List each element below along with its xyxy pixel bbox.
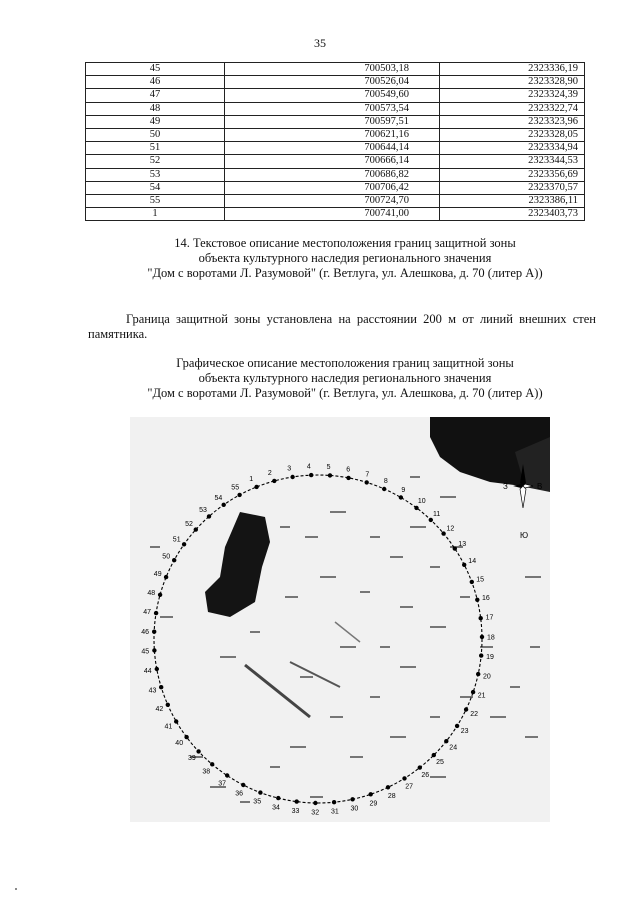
boundary-point-label: 11 [433, 510, 441, 518]
y-coordinate-cell: 2323356,69 [440, 168, 585, 181]
x-coordinate-cell: 700503,18 [225, 63, 440, 76]
table-row [86, 115, 585, 128]
graphic-line1: Графическое описание местоположения границ защитной зоны [176, 356, 514, 370]
boundary-point-label: 19 [486, 654, 494, 661]
boundary-point-label: 30 [350, 805, 359, 813]
boundary-point [159, 685, 163, 689]
boundary-point-label: 7 [365, 471, 370, 479]
boundary-point [432, 753, 436, 757]
boundary-point-label: 23 [460, 728, 469, 736]
boundary-point-label: 37 [218, 780, 226, 788]
point-number-cell: 51 [86, 142, 225, 155]
boundary-point-label: 41 [164, 723, 173, 731]
boundary-point-label: 38 [202, 768, 211, 776]
point-number-cell: 1 [86, 208, 225, 221]
table-row [86, 142, 585, 155]
boundary-point-label: 44 [143, 668, 152, 676]
boundary-point-label: 15 [476, 576, 484, 584]
x-coordinate-cell: 700573,54 [225, 102, 440, 115]
boundary-point-label: 18 [487, 634, 495, 642]
point-number-cell: 50 [86, 128, 225, 141]
x-coordinate-cell: 700644,14 [225, 142, 440, 155]
boundary-point [154, 611, 158, 615]
table-row [86, 194, 585, 207]
boundary-point-label: 3 [287, 465, 292, 473]
y-coordinate-cell: 2323324,39 [440, 89, 585, 102]
boundary-point [471, 690, 475, 694]
boundary-point-label: 1 [249, 476, 254, 484]
y-coordinate-cell: 2323328,90 [440, 76, 585, 89]
boundary-point [399, 495, 403, 499]
boundary-point [455, 724, 459, 728]
boundary-point-label: 10 [417, 498, 426, 506]
boundary-point-label: 32 [311, 809, 320, 817]
boundary-point-label: 26 [421, 772, 430, 780]
page-number: 35 [314, 36, 326, 50]
boundary-point [464, 707, 468, 711]
boundary-point-label: 2 [267, 469, 272, 477]
boundary-point-label: 28 [387, 792, 396, 800]
x-coordinate-cell: 700526,04 [225, 76, 440, 89]
boundary-point [158, 593, 162, 597]
boundary-point-label: 52 [185, 521, 193, 529]
point-number-cell: 48 [86, 102, 225, 115]
boundary-point-label: 4 [306, 463, 311, 471]
boundary-point [152, 648, 156, 652]
boundary-point [241, 783, 245, 787]
compass-east: В [537, 482, 543, 491]
boundary-point [365, 480, 369, 484]
y-coordinate-cell: 2323323,96 [440, 115, 585, 128]
point-number-cell: 49 [86, 115, 225, 128]
boundary-point-label: 47 [143, 609, 151, 617]
boundary-point [369, 792, 373, 796]
table-row [86, 208, 585, 221]
x-coordinate-cell: 700706,42 [225, 181, 440, 194]
boundary-point-label: 39 [188, 755, 196, 763]
boundary-point-label: 27 [405, 783, 413, 791]
table-row [86, 168, 585, 181]
boundary-point [429, 518, 433, 522]
coordinates-table [85, 62, 585, 221]
boundary-point-label: 40 [175, 740, 184, 747]
boundary-paragraph [88, 312, 596, 342]
boundary-point [210, 762, 214, 766]
boundary-point-label: 46 [141, 628, 149, 636]
boundary-point-label: 25 [436, 759, 444, 766]
boundary-point [182, 542, 186, 546]
boundary-point [155, 667, 159, 671]
boundary-point [152, 630, 156, 634]
protection-zone-map [130, 417, 550, 822]
boundary-point [476, 672, 480, 676]
boundary-point-label: 42 [155, 705, 164, 713]
boundary-point-label: 8 [383, 478, 388, 486]
boundary-point-label: 43 [148, 687, 157, 695]
boundary-point-label: 35 [253, 798, 262, 806]
boundary-point-label: 17 [485, 614, 494, 622]
boundary-point [174, 719, 178, 723]
y-coordinate-cell: 2323386,11 [440, 194, 585, 207]
boundary-point [414, 506, 418, 510]
x-coordinate-cell: 700597,51 [225, 115, 440, 128]
boundary-point [328, 473, 332, 477]
boundary-point-label: 29 [369, 800, 378, 808]
y-coordinate-cell: 2323328,05 [440, 128, 585, 141]
boundary-point [346, 476, 350, 480]
boundary-point [194, 527, 198, 531]
boundary-point [313, 801, 317, 805]
boundary-point [172, 558, 176, 562]
boundary-point-label: 24 [449, 744, 458, 752]
boundary-point [222, 503, 226, 507]
boundary-point-label: 54 [214, 494, 223, 502]
point-number-cell: 45 [86, 63, 225, 76]
x-coordinate-cell: 700666,14 [225, 155, 440, 168]
boundary-point [479, 616, 483, 620]
boundary-point-label: 45 [141, 648, 150, 656]
boundary-point [237, 493, 241, 497]
table-row [86, 102, 585, 115]
point-number-cell: 54 [86, 181, 225, 194]
point-number-cell: 47 [86, 89, 225, 102]
boundary-point-label: 53 [199, 507, 207, 515]
boundary-point [225, 773, 229, 777]
x-coordinate-cell: 700741,00 [225, 208, 440, 221]
boundary-point-label: 48 [147, 589, 156, 597]
boundary-point-label: 14 [468, 558, 477, 566]
boundary-point-label: 34 [272, 804, 280, 812]
boundary-point-label: 31 [331, 808, 339, 816]
y-coordinate-cell: 2323403,73 [440, 208, 585, 221]
boundary-point [272, 479, 276, 483]
boundary-point [444, 739, 448, 743]
boundary-point [402, 776, 406, 780]
y-coordinate-cell: 2323370,57 [440, 181, 585, 194]
point-number-cell: 52 [86, 155, 225, 168]
boundary-point [332, 800, 336, 804]
x-coordinate-cell: 700686,82 [225, 168, 440, 181]
boundary-point [480, 635, 484, 639]
boundary-point-label: 33 [291, 808, 300, 815]
graphic-line3: "Дом с воротами Л. Разумовой" (г. Ветлуга, ул. Алешкова, д. 70 (литер А)) [147, 386, 543, 400]
boundary-point-label: 50 [162, 553, 171, 561]
boundary-point-label: 20 [483, 673, 491, 681]
boundary-point [441, 531, 445, 535]
boundary-point [479, 653, 483, 657]
boundary-point [276, 796, 280, 800]
y-coordinate-cell: 2323322,74 [440, 102, 585, 115]
map-canvas [130, 417, 550, 822]
compass-west: З [503, 482, 508, 491]
boundary-point-label: 6 [346, 466, 351, 474]
boundary-point-label: 55 [231, 484, 240, 492]
boundary-point [462, 563, 466, 567]
boundary-point [350, 797, 354, 801]
boundary-point [470, 580, 474, 584]
y-coordinate-cell: 2323344,53 [440, 155, 585, 168]
section-14-line2: объекта культурного наследия регионального значения [198, 251, 492, 265]
y-coordinate-cell: 2323334,94 [440, 142, 585, 155]
boundary-point [207, 514, 211, 518]
x-coordinate-cell: 700724,70 [225, 194, 440, 207]
boundary-point [475, 598, 479, 602]
table-row [86, 128, 585, 141]
boundary-point [254, 485, 258, 489]
boundary-text: Граница защитной зоны установлена на расстоянии 200 м от линий внешних стен памятника. [88, 312, 596, 341]
table-row [86, 181, 585, 194]
boundary-point [196, 749, 200, 753]
table-row [86, 63, 585, 76]
boundary-point-label: 36 [235, 790, 243, 798]
boundary-point-label: 22 [470, 710, 478, 718]
boundary-point [382, 487, 386, 491]
boundary-point [290, 475, 294, 479]
boundary-point [164, 575, 168, 579]
boundary-point-label: 16 [482, 595, 490, 603]
boundary-point [258, 790, 262, 794]
boundary-point [386, 785, 390, 789]
x-coordinate-cell: 700549,60 [225, 89, 440, 102]
boundary-point-label: 21 [477, 692, 486, 700]
table-row [86, 155, 585, 168]
boundary-point-label: 49 [153, 571, 162, 579]
boundary-point-label: 9 [401, 487, 406, 495]
section-14-line1: 14. Текстовое описание местоположения границ защитной зоны [174, 236, 516, 250]
boundary-point [184, 735, 188, 739]
graphic-heading [0, 356, 640, 401]
point-number-cell: 55 [86, 194, 225, 207]
boundary-point-label: 51 [172, 536, 181, 544]
boundary-point [166, 703, 170, 707]
y-coordinate-cell: 2323336,19 [440, 63, 585, 76]
table-row [86, 89, 585, 102]
boundary-point [418, 765, 422, 769]
boundary-point [309, 473, 313, 477]
point-number-cell: 46 [86, 76, 225, 89]
section-14-heading [0, 236, 640, 281]
boundary-point-label: 13 [458, 541, 467, 549]
boundary-point-label: 5 [326, 464, 331, 471]
boundary-point [295, 799, 299, 803]
graphic-line2: объекта культурного наследия регионального значения [198, 371, 492, 385]
section-14-line3: "Дом с воротами Л. Разумовой" (г. Ветлуга, ул. Алешкова, д. 70 (литер А)) [147, 266, 543, 280]
boundary-point-label: 12 [446, 525, 455, 533]
table-row [86, 76, 585, 89]
boundary-point [453, 546, 457, 550]
x-coordinate-cell: 700621,16 [225, 128, 440, 141]
scan-speck [15, 888, 17, 890]
compass-south: Ю [520, 531, 529, 540]
point-number-cell: 53 [86, 168, 225, 181]
